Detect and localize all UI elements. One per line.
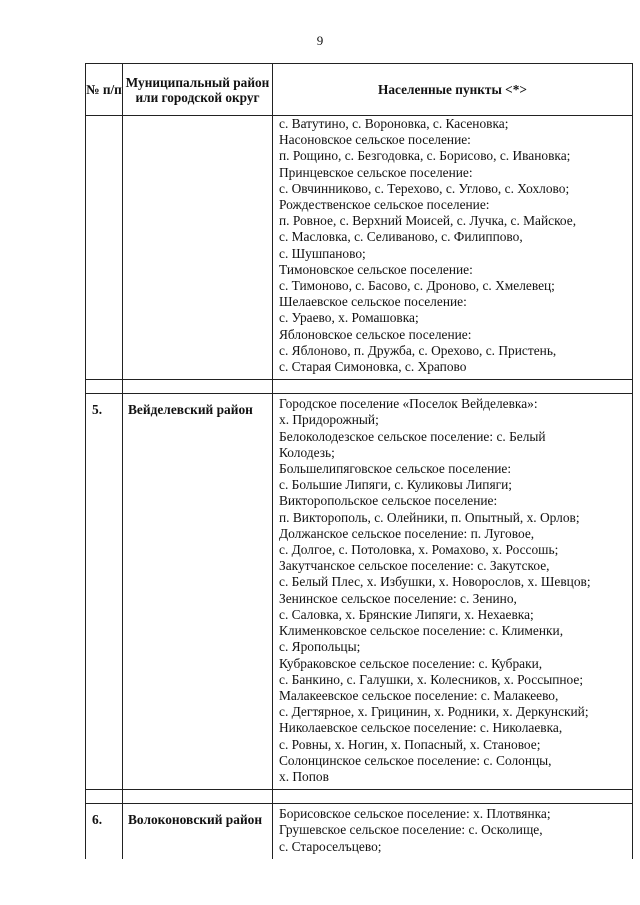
places-line: Закутчанское сельское поселение: с. Закутское, bbox=[279, 558, 550, 574]
places-line: с. Тимоново, с. Басово, с. Дроново, с. Хмелевец; bbox=[279, 278, 555, 294]
places-line: с. Ватутино, с. Вороновка, с. Касеновка; bbox=[279, 116, 509, 131]
places-line: с. Масловка, с. Селиваново, с. Филиппово, bbox=[279, 229, 523, 245]
places-line: п. Рощино, с. Безгодовка, с. Борисово, с. Ивановка; bbox=[279, 148, 571, 164]
places-line: с. Саловка, х. Брянские Липяги, х. Нехаевка; bbox=[279, 606, 534, 622]
table-row bbox=[86, 394, 633, 790]
row-num: 5. bbox=[86, 394, 123, 790]
table-header-row bbox=[86, 64, 633, 116]
header-num: № п/п bbox=[86, 64, 123, 116]
settlements-table bbox=[85, 63, 633, 859]
places-line: х. Попов bbox=[279, 768, 329, 784]
table-gap-row bbox=[86, 790, 633, 804]
row-district: Волоконовский район bbox=[123, 804, 273, 859]
row-places bbox=[273, 804, 633, 859]
table-row bbox=[86, 804, 633, 859]
places-line: Николаевское сельское поселение: с. Николаевка, bbox=[279, 720, 563, 736]
row-num bbox=[86, 116, 123, 380]
places-line: Насоновское сельское поселение: bbox=[279, 132, 471, 148]
places-line: Колодезь; bbox=[279, 444, 335, 460]
places-line: Принцевское сельское поселение: bbox=[279, 164, 473, 180]
page-number: 9 bbox=[316, 33, 324, 48]
table-gap-row bbox=[86, 380, 633, 394]
row-places bbox=[273, 116, 633, 380]
places-line: с. Белый Плес, х. Избушки, х. Новорослов, х. Шевцов; bbox=[279, 574, 591, 590]
places-line: Большелипяговское сельское поселение: bbox=[279, 461, 512, 477]
places-line: Шелаевское сельское поселение: bbox=[279, 294, 467, 310]
row-num: 6. bbox=[86, 804, 123, 859]
places-line: с. Яропольцы; bbox=[279, 639, 361, 655]
places-line: с. Шушпаново; bbox=[279, 245, 366, 261]
places-line: х. Придорожный; bbox=[279, 412, 379, 428]
places-line: Должанское сельское поселение: п. Луговое, bbox=[279, 525, 535, 541]
places-line: Белоколодезское сельское поселение: с. Белый bbox=[279, 428, 546, 444]
row-district: Вейделевский район bbox=[123, 394, 273, 790]
header-district: Муниципальный район или городской округ bbox=[123, 64, 273, 116]
table-row bbox=[86, 116, 633, 380]
places-line: п. Ровное, с. Верхний Моисей, с. Лучка, с. Майское, bbox=[279, 213, 577, 229]
places-line: с. Банкино, с. Галушки, х. Колесников, х. Россыпное; bbox=[279, 671, 584, 687]
places-line: Тимоновское сельское поселение: bbox=[279, 261, 473, 277]
places-line: с. Дегтярное, х. Грицинин, х. Родники, х. Деркунский; bbox=[279, 704, 589, 720]
places-line: Борисовское сельское поселение: х. Плотвянка; bbox=[279, 806, 551, 822]
row-places bbox=[273, 394, 633, 790]
places-line: с. Старая Симоновка, с. Храпово bbox=[279, 359, 467, 375]
header-places: Населенные пункты <*> bbox=[273, 64, 633, 116]
places-line: Клименковское сельское поселение: с. Клименки, bbox=[279, 623, 564, 639]
places-line: Солонцинское сельское поселение: с. Солонцы, bbox=[279, 752, 552, 768]
places-line: Зенинское сельское поселение: с. Зенино, bbox=[279, 590, 517, 606]
places-line: Малакеевское сельское поселение: с. Малакеево, bbox=[279, 687, 559, 703]
places-line: Яблоновское сельское поселение: bbox=[279, 326, 472, 342]
places-line: с. Долгое, с. Потоловка, х. Ромахово, х. Россошь; bbox=[279, 542, 559, 558]
places-line: Рождественское сельское поселение: bbox=[279, 197, 490, 213]
places-line: Кубраковское сельское поселение: с. Кубраки, bbox=[279, 655, 543, 671]
places-line: с. Ровны, х. Ногин, х. Попасный, х. Становое; bbox=[279, 736, 541, 752]
places-line: с. Староселъцево; bbox=[279, 838, 382, 854]
places-line: с. Яблоново, п. Дружба, с. Орехово, с. Пристень, bbox=[279, 342, 557, 358]
places-line: с. Большие Липяги, с. Куликовы Липяги; bbox=[279, 477, 512, 493]
places-line: Викторопольское сельское поселение: bbox=[279, 493, 498, 509]
places-line: п. Викторополь, с. Олейники, п. Опытный, х. Орлов; bbox=[279, 509, 580, 525]
places-line: с. Овчинниково, с. Терехово, с. Углово, с. Хохлово; bbox=[279, 180, 570, 196]
row-district bbox=[123, 116, 273, 380]
places-line: Грушевское сельское поселение: с. Осколище, bbox=[279, 822, 543, 838]
places-line: с. Ураево, х. Ромашовка; bbox=[279, 310, 419, 326]
places-line: Городское поселение «Поселок Вейделевка»: bbox=[279, 396, 538, 412]
